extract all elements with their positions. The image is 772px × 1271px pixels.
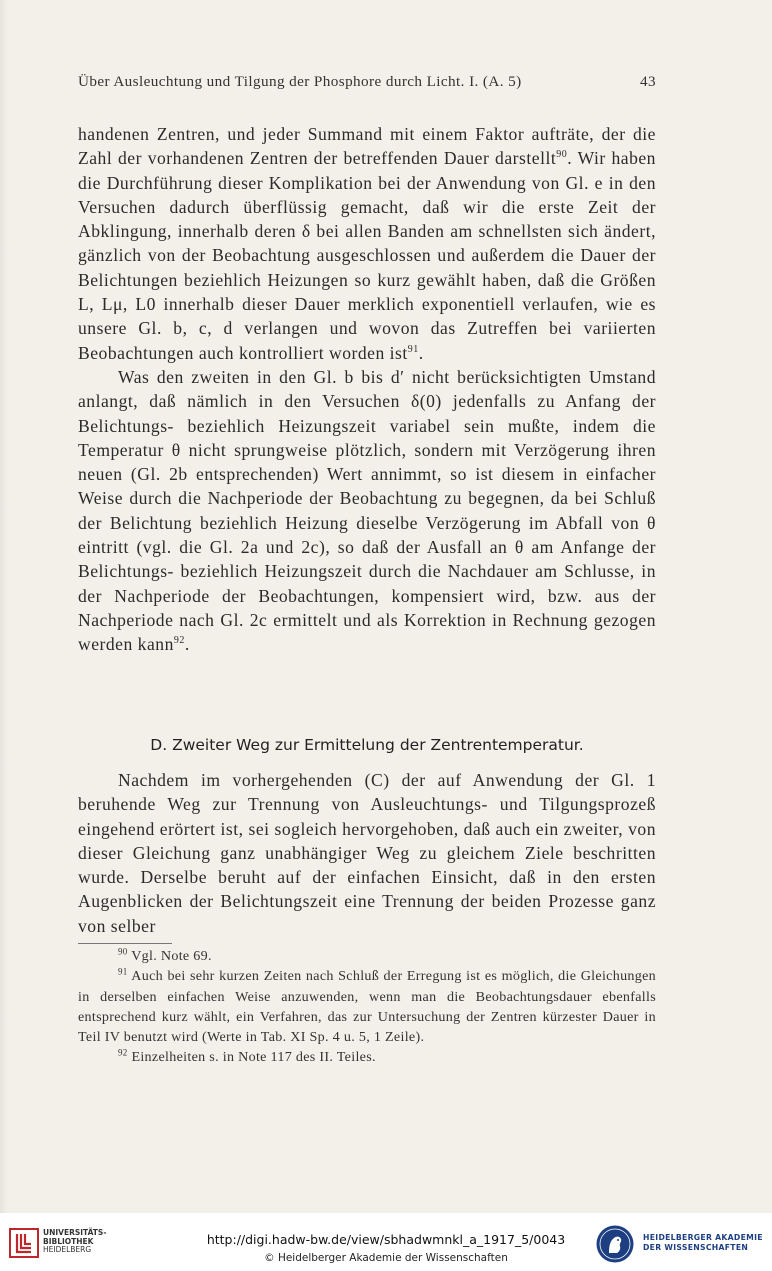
section-heading: D. Zweiter Weg zur Ermittelung der Zentrentemperatur.: [150, 736, 584, 754]
paragraph-1: [78, 122, 656, 365]
footnote-ref-91: 91: [407, 343, 419, 355]
footnotes: [78, 946, 656, 1068]
academy-name-line-1: HEIDELBERGER AKADEMIE: [643, 1233, 763, 1242]
running-title: Über Ausleuchtung und Tilgung der Phosphore durch Licht. I. (A. 5): [78, 73, 522, 90]
library-name-line-3: HEIDELBERG: [43, 1245, 92, 1254]
library-name-line-1: UNIVERSITÄTS-: [43, 1228, 107, 1237]
paragraph-1-text-a: handenen Zentren, und jeder Summand mit einem Faktor aufträte, der die Zahl der vorhandenen Zentren der betreffenden Dauer darstellt: [78, 124, 656, 169]
footnote-92: [78, 1047, 656, 1067]
page-gutter-shadow: [0, 0, 8, 1213]
copyright-notice: © Heidelberger Akademie der Wissenschaften: [264, 1252, 508, 1264]
library-name-line-2: BIBLIOTHEK: [43, 1236, 94, 1246]
academy-name[interactable]: [643, 1233, 763, 1253]
paragraph-2-text-b: .: [184, 634, 190, 655]
footnote-rule: [78, 943, 172, 944]
page-number: 43: [640, 73, 656, 90]
paragraph-1-text-b: . Wir haben die Durchführung dieser Komplikation bei der Anwendung von Gl. e in den Versuchen dadurch überflüssig gemacht, daß wir die erste Zeit der Abklingung, innerhalb deren δ bei allen Banden am schnellsten sich ändert, gänzlich von der Beobachtung ausgeschlossen und außerdem die Dauer der Belichtungen beziehlich Heizungen so kurz gewählt haben, daß die Größen L, Lμ, L0 innerhalb dieser Dauer merklich exponentiell verlaufen, wie es unsere Gl. b, c, d verlangen und wovon das Zutreffen bei variierten Beobachtungen auch kontrolliert worden ist: [78, 148, 656, 363]
footnote-text: Vgl. Note 69.: [131, 948, 212, 964]
paragraph-2: [78, 365, 656, 657]
permalink-url[interactable]: http://digi.hadw-bw.de/view/sbhadwmnkl_a_1917_5/0043: [206, 1232, 566, 1247]
academy-seal-icon[interactable]: [595, 1224, 635, 1264]
body-text-lower: [78, 768, 656, 938]
footnote-90: [78, 946, 656, 966]
paragraph-3: Nachdem im vorhergehenden (C) der auf Anwendung der Gl. 1 beruhende Weg zur Trennung von Ausleuchtungs- und Tilgungsprozeß eingehend erörtert ist, sei sogleich hervorgehoben, daß auch ein zweiter, von dieser Gleichung ganz unabhängiger Weg zu gleichem Ziele beschritten wurde. Derselbe beruht auf der einfachen Einsicht, daß in den ersten Augenblicken der Belichtungszeit eine Trennung der beiden Prozesse ganz von selber: [78, 770, 656, 936]
footnote-ref-92: 92: [173, 635, 185, 647]
footnote-ref-90: 90: [556, 149, 568, 161]
footnote-text: Einzelheiten s. in Note 117 des II. Teiles.: [131, 1049, 376, 1066]
footnote-91: [78, 966, 656, 1047]
paragraph-1-text-c: .: [418, 342, 424, 363]
footnote-number: 90: [118, 946, 128, 957]
running-header: [78, 73, 656, 91]
footnote-number: 92: [118, 1047, 128, 1058]
body-text-upper: [78, 122, 656, 657]
paragraph-2-text-a: Was den zweiten in den Gl. b bis d′ nicht berücksichtigten Umstand anlangt, daß nämlich in den Versuchen δ(0) jedenfalls zu Anfang der Belichtungs- beziehlich Heizungszeit variabel sein mußte, indem die Temperatur θ nicht sprungweise plötzlich, sondern mit Verzögerung ihren neuen (Gl. 2b entsprechenden) Wert annimmt, so ist diesem in einfacher Weise durch die Nachperiode der Beobachtung zu begegnen, da bei Schluß der Belichtung beziehlich Heizung dieselbe Verzögerung im Abfall von θ eintritt (vgl. die Gl. 2a und 2c), so daß der Ausfall an θ am Anfange der Belichtungs- beziehlich Heizungszeit durch die Nachdauer am Schlusse, in der Nachperiode der Beobachtungen, kompensiert wird, bzw. aus der Nachperiode nach Gl. 2c ermittelt und als Korrektion in Rechnung gezogen werden kann: [78, 366, 656, 655]
footnote-number: 91: [118, 966, 128, 977]
footnote-text: Auch bei sehr kurzen Zeiten nach Schluß der Erregung ist es möglich, die Gleichungen in derselben einfachen Weise anzuwenden, wenn man die Beobachtungsdauer ebenfalls entsprechend kurz wählt, ein Verfahren, das zur Untersuchung der Zentren kürzester Dauer in Teil IV benutzt wird (Werte in Tab. XI Sp. 4 u. 5, 1 Zeile).: [78, 968, 657, 1046]
academy-name-line-2: DER WISSENSCHAFTEN: [643, 1243, 749, 1252]
